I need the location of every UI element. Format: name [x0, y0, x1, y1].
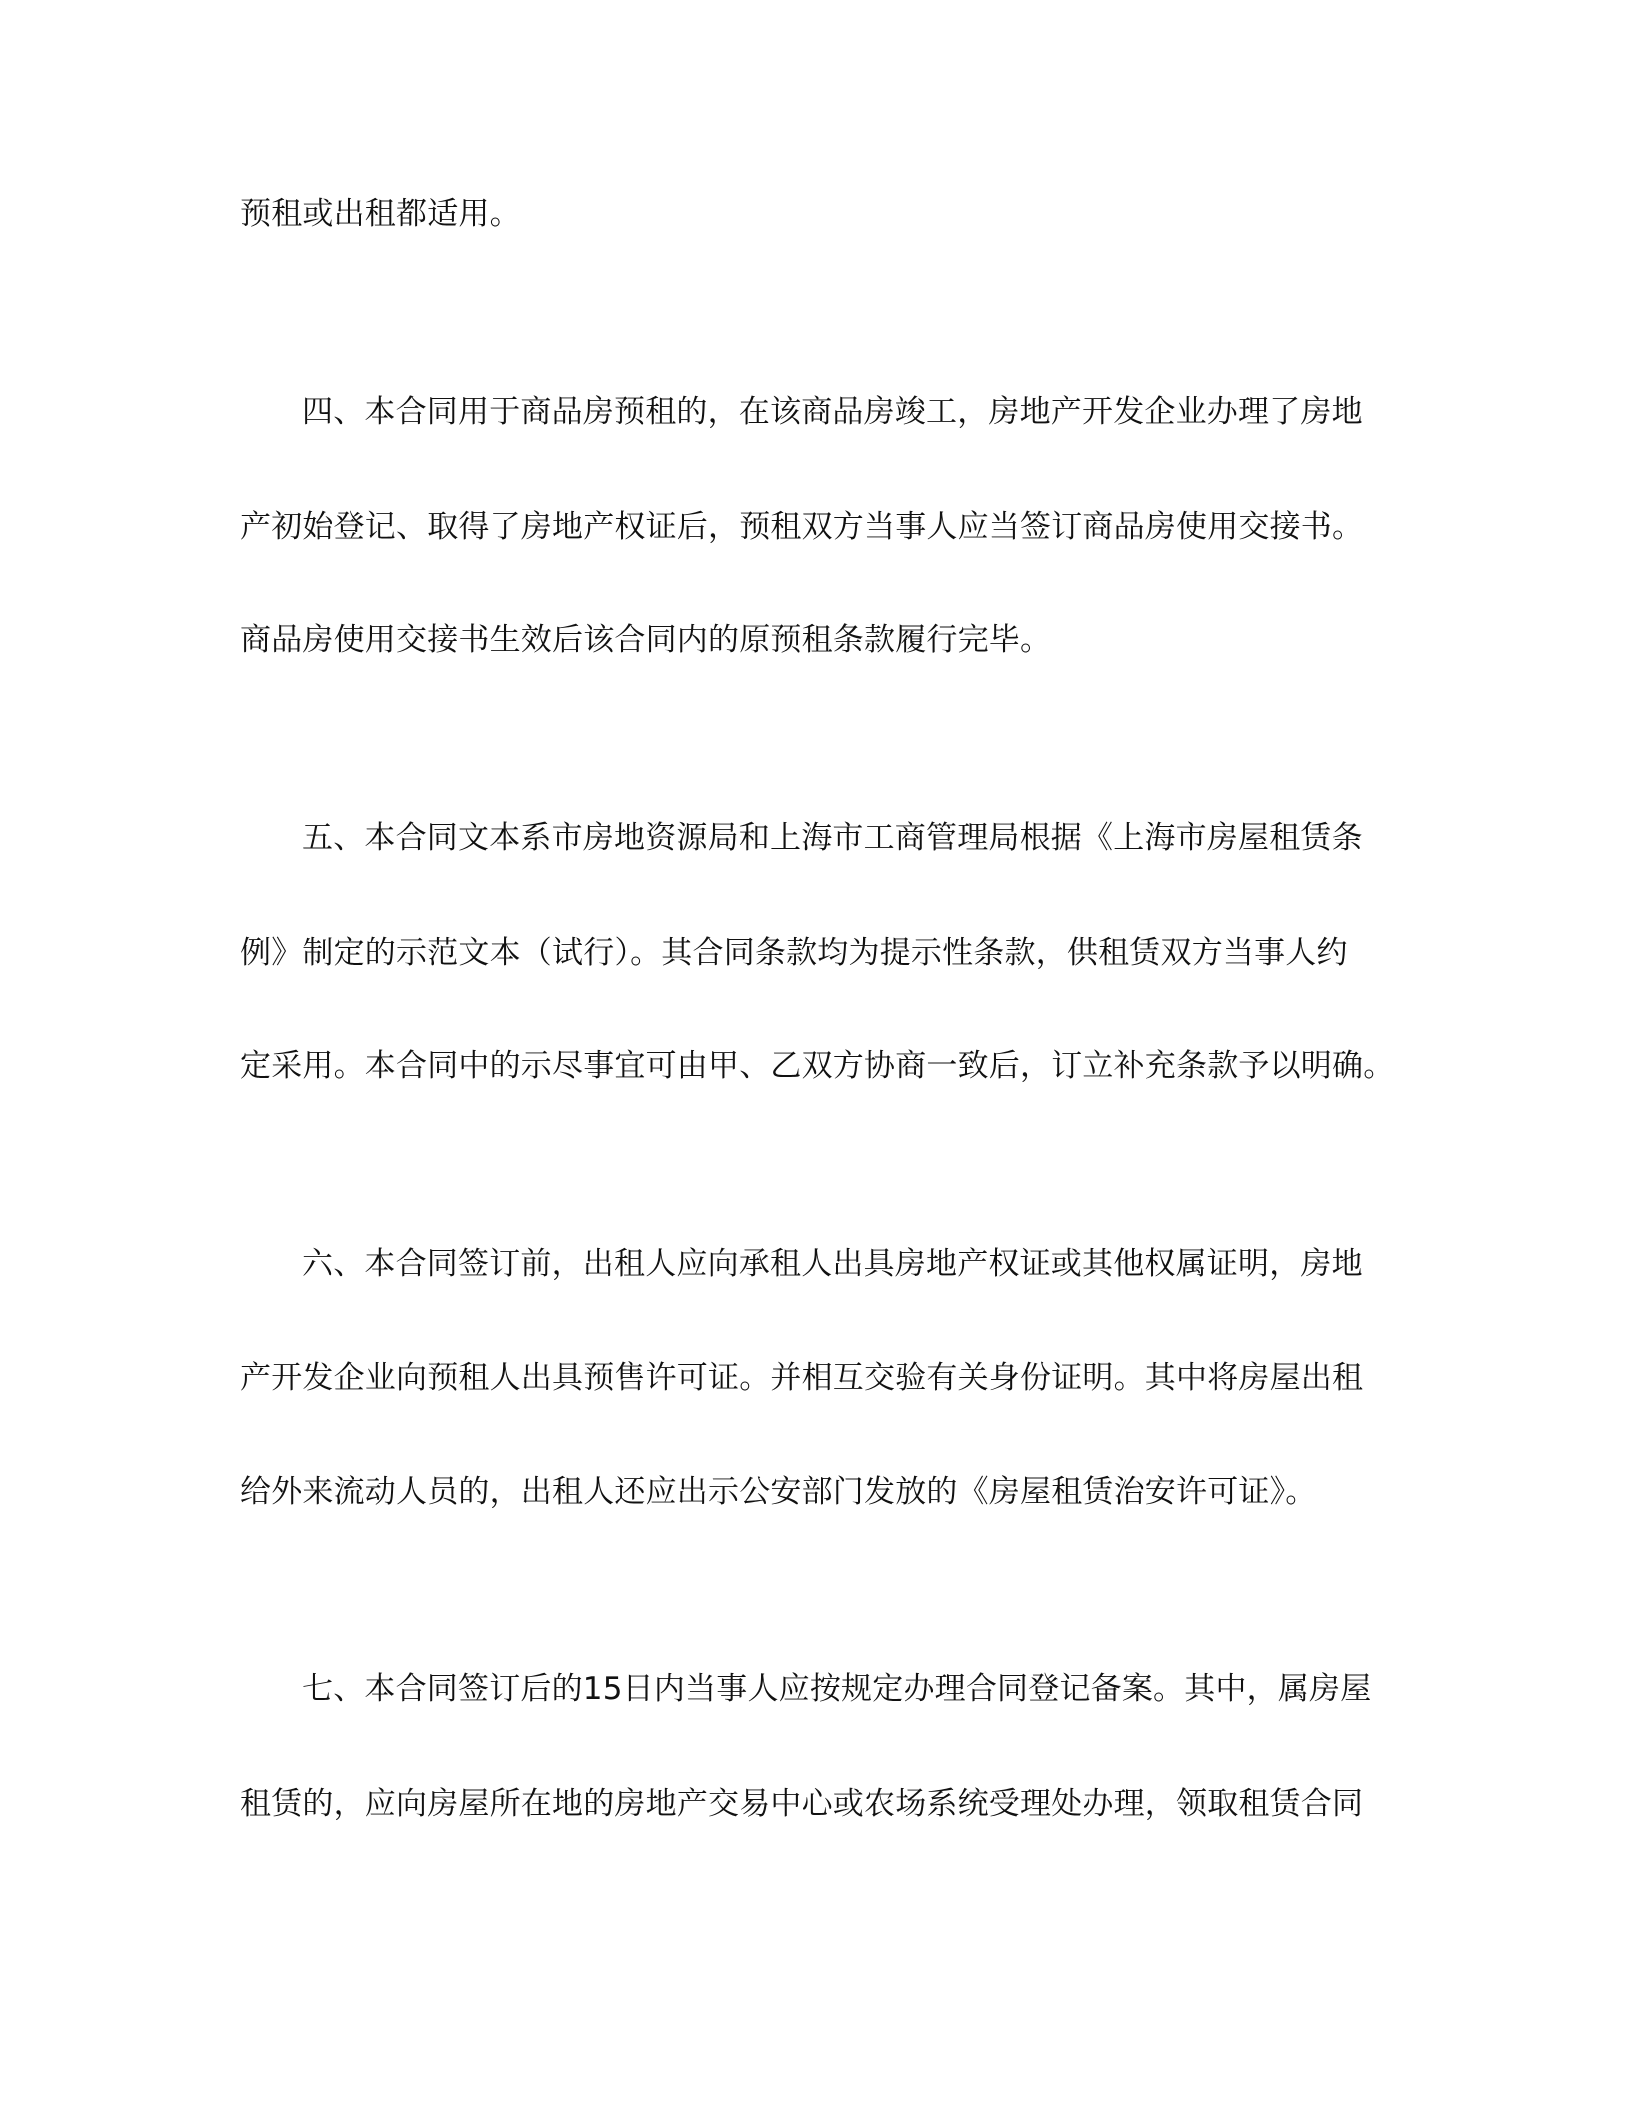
clause-7-line-1: 七、本合同签订后的15日内当事人应按规定办理合同登记备案。其中，属房屋: [302, 1671, 1372, 1707]
text-line-1: 预租或出租都适用。: [240, 196, 521, 232]
clause-5-line-1: 五、本合同文本系市房地资源局和上海市工商管理局根据《上海市房屋租赁条: [302, 820, 1363, 856]
clause-7-line-2: 租赁的，应向房屋所在地的房地产交易中心或农场系统受理处办理，领取租赁合同: [240, 1786, 1364, 1822]
clause-6-line-2: 产开发企业向预租人出具预售许可证。并相互交验有关身份证明。其中将房屋出租: [240, 1360, 1364, 1396]
clause-4-line-1: 四、本合同用于商品房预租的，在该商品房竣工，房地产开发企业办理了房地: [302, 394, 1363, 430]
clause-5-line-3: 定采用。本合同中的示尽事宜可由甲、乙双方协商一致后，订立补充条款予以明确。: [240, 1048, 1395, 1084]
clause-4-line-2: 产初始登记、取得了房地产权证后，预租双方当事人应当签订商品房使用交接书。: [240, 509, 1364, 545]
clause-5-line-2: 例》制定的示范文本（试行）。其合同条款均为提示性条款，供租赁双方当事人约: [240, 935, 1348, 971]
clause-6-line-3: 给外来流动人员的，出租人还应出示公安部门发放的《房屋租赁治安许可证》。: [240, 1474, 1317, 1510]
clause-4-line-3: 商品房使用交接书生效后该合同内的原预租条款履行完毕。: [240, 622, 1052, 658]
clause-6-line-1: 六、本合同签订前，出租人应向承租人出具房地产权证或其他权属证明，房地: [302, 1246, 1363, 1282]
